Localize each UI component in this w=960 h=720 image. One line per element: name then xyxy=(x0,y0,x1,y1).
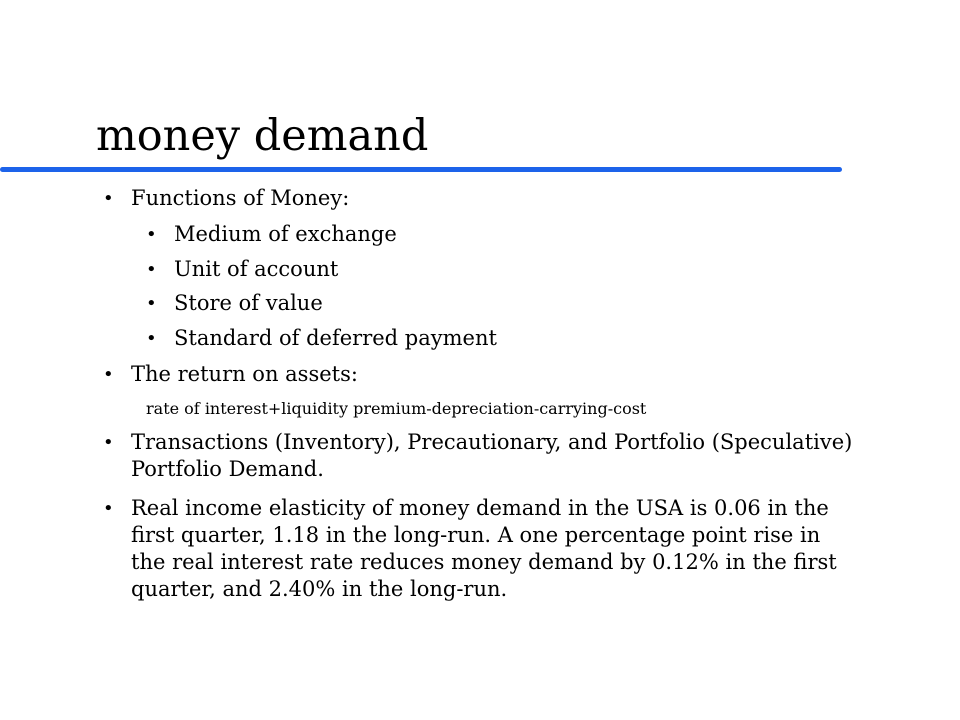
sub-bullet-item-standard-of-deferred-payment xyxy=(146,325,846,352)
bullet-item-demand-types xyxy=(103,429,855,483)
bullet-item-return-on-assets xyxy=(103,361,855,388)
sub-bullet-item-store-of-value xyxy=(146,290,846,317)
sub-bullet-item-unit-of-account xyxy=(146,256,846,283)
bullet-item-income-elasticity xyxy=(103,495,855,603)
bullet-text: Store of value xyxy=(174,291,323,315)
return-on-assets-formula: rate of interest+liquidity premium-depreciation-carrying-cost xyxy=(146,399,647,418)
slide-title: money demand xyxy=(96,111,429,161)
bullet-marker: • xyxy=(103,364,114,385)
bullet-marker: • xyxy=(103,188,114,209)
bullet-text: Unit of account xyxy=(174,257,339,281)
bullet-marker: • xyxy=(146,328,157,349)
sub-bullet-item-medium-of-exchange xyxy=(146,221,846,248)
bullet-text: Transactions (Inventory), Precautionary, and Portfolio (Speculative) Portfolio Demand. xyxy=(131,430,853,481)
bullet-marker: • xyxy=(103,432,114,453)
bullet-marker: • xyxy=(146,259,157,280)
bullet-text: Standard of deferred payment xyxy=(174,326,497,350)
bullet-marker: • xyxy=(146,224,157,245)
bullet-text: Real income elasticity of money demand in the USA is 0.06 in the first quarter, 1.18 in the long-run. A one percentage point rise in the real interest rate reduces money demand by 0.12% in the first quarter, and 2.40% in the long-run. xyxy=(131,496,837,601)
bullet-item-functions-of-money xyxy=(103,185,855,212)
bullet-marker: • xyxy=(103,498,114,519)
bullet-text: The return on assets: xyxy=(131,362,358,386)
bullet-text: Medium of exchange xyxy=(174,222,397,246)
bullet-text: Functions of Money: xyxy=(131,186,350,210)
bullet-marker: • xyxy=(146,293,157,314)
